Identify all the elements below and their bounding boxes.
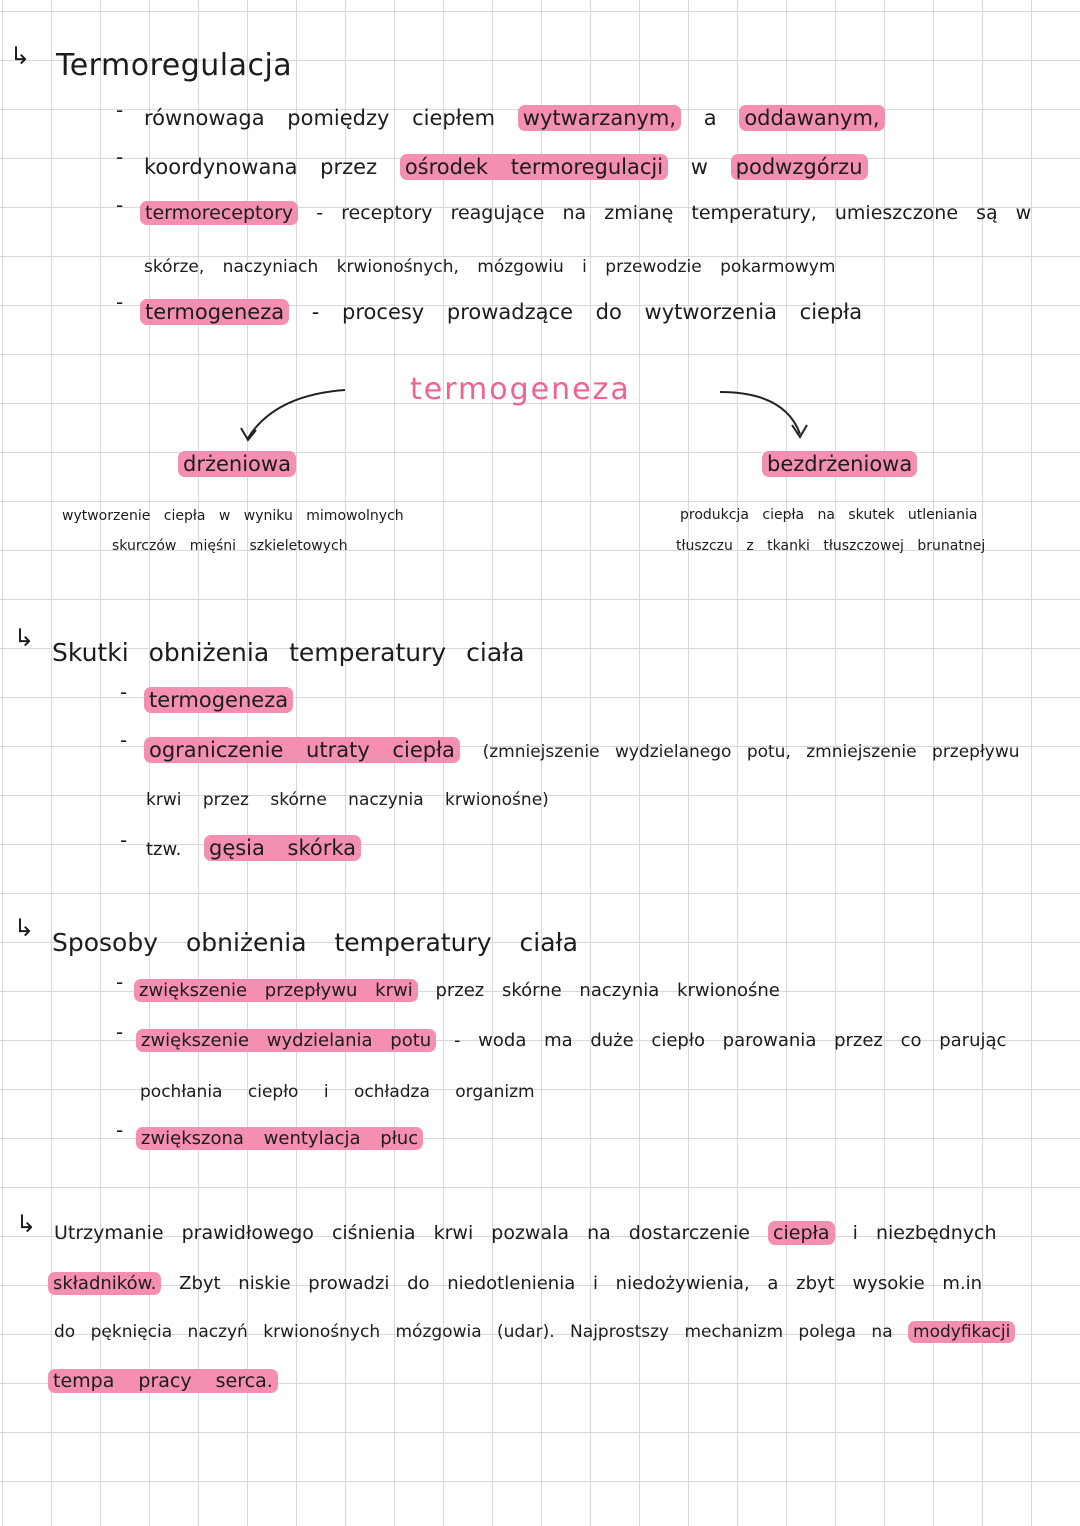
bullet-dash: - <box>120 828 128 852</box>
bullet-dash: - <box>120 680 128 704</box>
highlight: modyfikacji <box>908 1321 1015 1343</box>
text: Zbyt niskie prowadzi do niedotlenienia i niedożywienia, a zbyt wysokie m.in <box>179 1273 983 1294</box>
highlight: zwiększona wentylacja płuc <box>136 1127 423 1150</box>
text: w <box>690 155 708 179</box>
text: i niezbędnych <box>852 1222 997 1244</box>
right-desc-1: produkcja ciepła na skutek utleniania <box>680 507 978 523</box>
section-title: Skutki obniżenia temperatury ciała <box>52 638 525 667</box>
highlight: bezdrżeniowa <box>762 451 917 477</box>
right-branch-label <box>762 452 917 476</box>
bullet-3-line-2: skórze, naczyniach krwionośnych, mózgowiu i przewodzie pokarmowym <box>144 257 836 277</box>
bullet-3 <box>146 836 361 860</box>
text: (zmniejszenie wydzielanego potu, zmniejszenie przepływu <box>482 742 1020 762</box>
left-branch-label <box>178 452 296 476</box>
turn-right-arrow-icon: ↳ <box>14 624 35 652</box>
highlight: ośrodek termoregulacji <box>400 154 668 180</box>
paragraph-line-2 <box>48 1273 982 1294</box>
bullet-dash: - <box>116 145 124 169</box>
left-arrow <box>248 390 345 438</box>
bullet-dash: - <box>116 290 124 314</box>
bullet-1 <box>134 980 780 1001</box>
text: równowaga pomiędzy ciepłem <box>144 106 496 130</box>
bullet-2-line-2: pochłania ciepło i ochładza organizm <box>140 1082 535 1102</box>
text: przez skórne naczynia krwionośne <box>435 980 780 1001</box>
highlight: drżeniowa <box>178 451 296 477</box>
paragraph-line-3 <box>54 1322 1015 1342</box>
highlight: składników. <box>48 1272 161 1295</box>
bullet-dash: - <box>116 1020 124 1044</box>
section-title: Sposoby obniżenia temperatury ciała <box>52 928 578 957</box>
text: Utrzymanie prawidłowego ciśnienia krwi pozwala na dostarczenie <box>54 1222 750 1244</box>
bullet-2 <box>144 738 1020 762</box>
text: - procesy prowadzące do wytworzenia ciepła <box>311 300 863 324</box>
bullet-dash: - <box>120 728 128 752</box>
bullet-dash: - <box>116 193 124 217</box>
text: do pęknięcia naczyń krwionośnych mózgowia (udar). Najprostszy mechanizm polega na <box>54 1322 893 1342</box>
text: a <box>703 106 717 130</box>
paragraph-line-4 <box>48 1370 278 1392</box>
highlight: termogeneza <box>140 299 289 325</box>
bullet-dash: - <box>116 98 124 122</box>
highlight: ograniczenie utraty ciepła <box>144 737 460 763</box>
text: koordynowana przez <box>144 155 378 179</box>
text: - receptory reagujące na zmianę temperatury, umieszczone są w <box>316 202 1032 224</box>
section-title: Termoregulacja <box>56 48 293 83</box>
bullet-1 <box>144 688 293 712</box>
left-desc-2: skurczów mięśni szkieletowych <box>112 538 348 554</box>
highlight: ciepła <box>768 1221 835 1245</box>
right-desc-2: tłuszczu z tkanki tłuszczowej brunatnej <box>676 538 986 554</box>
right-arrow <box>720 392 800 434</box>
left-desc-1: wytworzenie ciepła w wyniku mimowolnych <box>62 508 404 524</box>
highlight: termoreceptory <box>140 201 298 225</box>
bullet-2 <box>136 1030 1006 1051</box>
text: - woda ma duże ciepło parowania przez co parując <box>453 1030 1007 1051</box>
bullet-dash: - <box>116 970 124 994</box>
highlight: wytwarzanym, <box>518 105 681 131</box>
highlight: tempa pracy serca. <box>48 1369 278 1393</box>
text: tzw. <box>146 839 182 860</box>
center-label: termogeneza <box>410 372 631 407</box>
highlight: zwiększenie wydzielania potu <box>136 1029 436 1052</box>
turn-right-arrow-icon: ↳ <box>14 914 35 942</box>
paragraph-line-1 <box>54 1222 997 1244</box>
highlight: podwzgórzu <box>731 154 868 180</box>
bullet-3 <box>136 1128 423 1149</box>
highlight: gęsia skórka <box>204 835 361 861</box>
bullet-dash: - <box>116 1118 124 1142</box>
bullet-2-line-2: krwi przez skórne naczynia krwionośne) <box>146 790 549 810</box>
highlight: termogeneza <box>144 687 293 713</box>
turn-right-arrow-icon: ↳ <box>16 1210 37 1238</box>
highlight: oddawanym, <box>739 105 884 131</box>
turn-right-arrow-icon: ↳ <box>10 42 31 70</box>
highlight: zwiększenie przepływu krwi <box>134 979 418 1002</box>
